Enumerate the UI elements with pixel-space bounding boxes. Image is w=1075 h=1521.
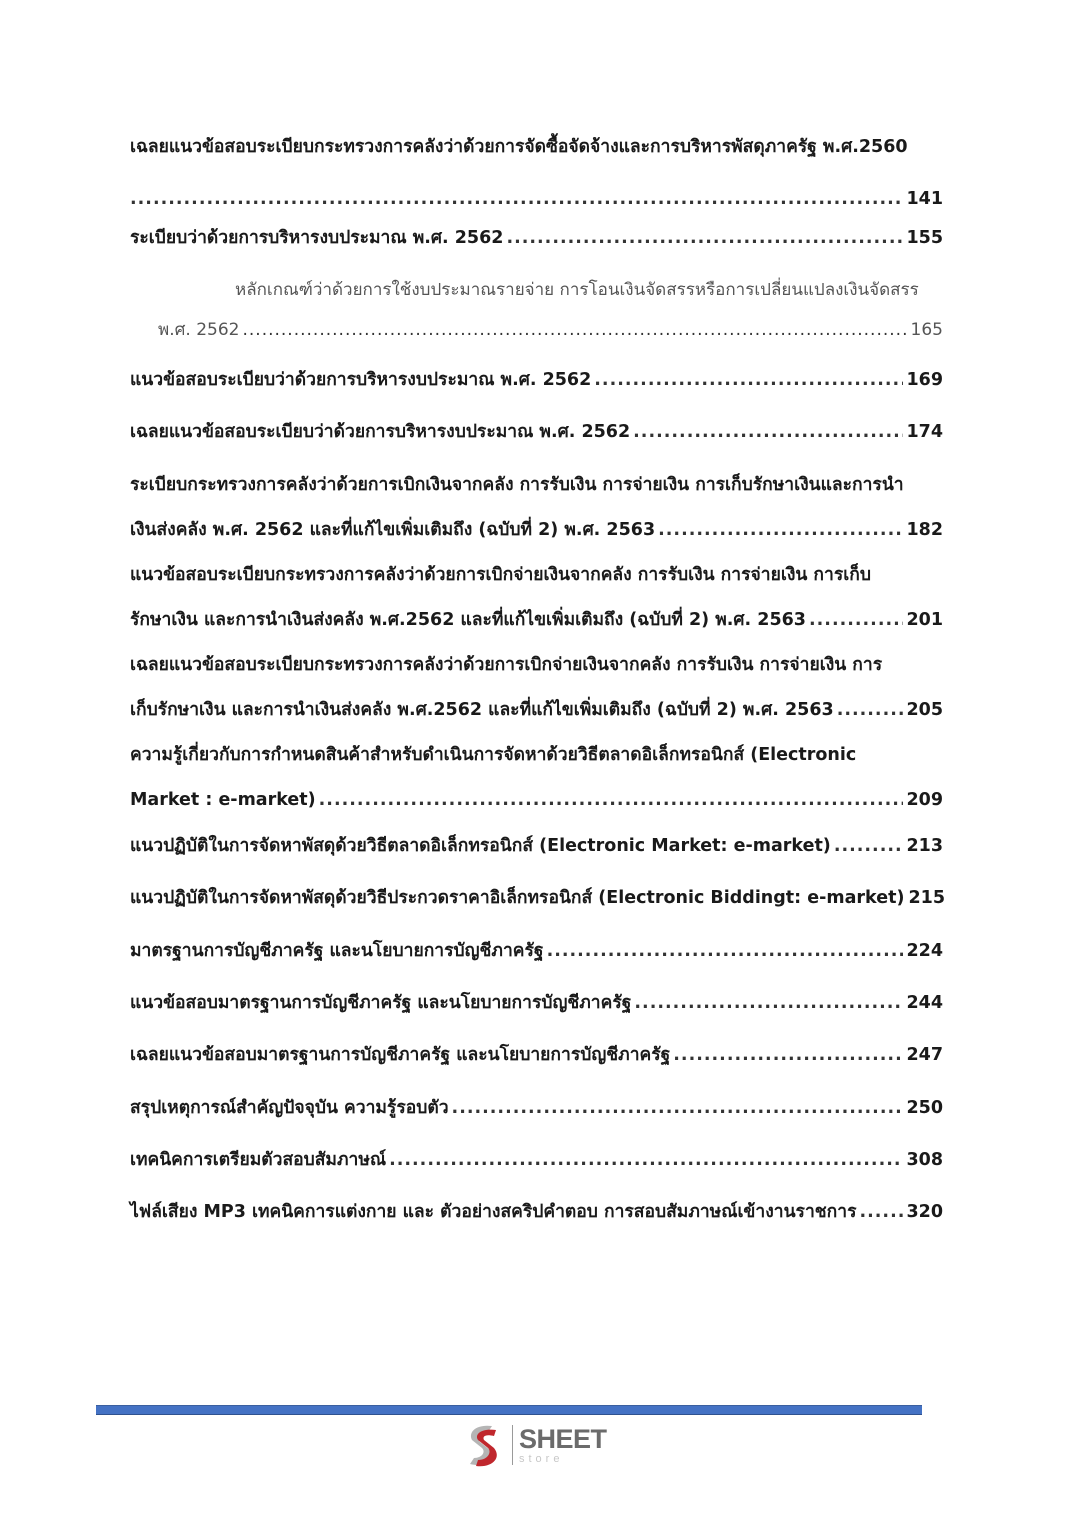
toc-page-number: 224: [906, 941, 943, 961]
dot-leader: [594, 358, 903, 403]
toc-entry[interactable]: [130, 410, 943, 455]
toc-entry-title: สรุปเหตุการณ์สำคัญปัจจุบัน ความรู้รอบตัว: [130, 1098, 449, 1118]
toc-page-number: 247: [906, 1045, 943, 1065]
dot-leader: [242, 308, 907, 353]
logo-sub-text: store: [519, 1452, 564, 1465]
dot-leader: [673, 1033, 903, 1078]
dot-leader: [809, 598, 903, 643]
toc-entry[interactable]: [130, 824, 943, 869]
toc-entry-title-cont: เก็บรักษาเงิน และการนำเงินส่งคลัง พ.ศ.2562 และที่แก้ไขเพิ่มเติมถึง (ฉบับที่ 2) พ.ศ. 2563: [130, 700, 834, 720]
toc-entry-title: ความรู้เกี่ยวกับการกำหนดสินค้าสำหรับดำเนินการจัดหาด้วยวิธีตลาดอิเล็กทรอนิกส์ (Electronic: [130, 745, 857, 765]
toc-page-number: 201: [906, 610, 943, 630]
toc-entry[interactable]: [130, 216, 943, 261]
toc-entry-title: แนวข้อสอบระเบียบว่าด้วยการบริหารงบประมาณ พ.ศ. 2562: [130, 370, 592, 390]
toc-entry-title: แนวข้อสอบมาตรฐานการบัญชีภาครัฐ และนโยบายการบัญชีภาครัฐ: [130, 993, 632, 1013]
toc-entry[interactable]: [130, 463, 943, 553]
toc-entry[interactable]: [130, 981, 943, 1026]
dot-leader: [634, 981, 903, 1026]
toc-page-number: 213: [906, 836, 943, 856]
dot-leader: [506, 216, 903, 261]
sheet-store-logo: [462, 1422, 607, 1468]
toc-entry-title: เทคนิคการเตรียมตัวสอบสัมภาษณ์: [130, 1150, 387, 1170]
toc-entry[interactable]: [130, 643, 943, 733]
dot-leader: [547, 929, 904, 974]
toc-page-number: 205: [906, 700, 943, 720]
toc-page-number: 209: [906, 790, 943, 810]
toc-entry-title: ไฟล์เสียง MP3 เทคนิคการแต่งกาย และ ตัวอย่างสคริปคำตอบ การสอบสัมภาษณ์เข้างานราชการ: [130, 1202, 857, 1222]
dot-leader: [633, 410, 903, 455]
toc-entry-title-cont: รักษาเงิน และการนำเงินส่งคลัง พ.ศ.2562 และที่แก้ไขเพิ่มเติมถึง (ฉบับที่ 2) พ.ศ. 2563: [130, 610, 806, 630]
toc-page-number: 308: [906, 1150, 943, 1170]
dot-leader: [658, 508, 903, 553]
toc-entry-title: มาตรฐานการบัญชีภาครัฐ และนโยบายการบัญชีภาครัฐ: [130, 941, 544, 961]
toc-page-number: 182: [906, 520, 943, 540]
toc-page-number: 244: [906, 993, 943, 1013]
toc-entry[interactable]: [130, 1138, 943, 1183]
toc-entry-title: เฉลยแนวข้อสอบระเบียบกระทรวงการคลังว่าด้วยการเบิกจ่ายเงินจากคลัง การรับเงิน การจ่ายเงิน การ: [130, 655, 883, 675]
dot-leader: [319, 778, 904, 823]
toc-entry-title: เฉลยแนวข้อสอบระเบียบว่าด้วยการบริหารงบประมาณ พ.ศ. 2562: [130, 422, 631, 442]
toc-page-number: 155: [906, 228, 943, 248]
toc-entry[interactable]: [130, 1190, 943, 1235]
logo-separator: [512, 1425, 513, 1465]
toc-entry[interactable]: [130, 929, 943, 974]
toc-page-number: 141: [906, 189, 943, 209]
toc-subentry[interactable]: [130, 268, 943, 353]
toc-entry-title: เฉลยแนวข้อสอบระเบียบกระทรวงการคลังว่าด้วยการจัดซื้อจัดจ้างและการบริหารพัสดุภาครัฐ พ.ศ.2560: [130, 137, 908, 157]
toc-entry[interactable]: [130, 876, 943, 921]
logo-brand-text: SHEET: [519, 1423, 607, 1454]
toc-entry-title: แนวปฏิบัติในการจัดหาพัสดุด้วยวิธีประกวดราคาอิเล็กทรอนิกส์ (Electronic Biddingt: e-market): [130, 888, 905, 908]
toc-entry-title-cont: Market : e-market): [130, 790, 316, 810]
dot-leader: [452, 1086, 904, 1131]
toc-entry[interactable]: [130, 358, 943, 403]
toc-entry-title: แนวปฏิบัติในการจัดหาพัสดุด้วยวิธีตลาดอิเล็กทรอนิกส์ (Electronic Market: e-market): [130, 836, 831, 856]
dot-leader: [837, 688, 904, 733]
toc-page-number: 165: [910, 320, 943, 340]
toc-entry-title-cont: เงินส่งคลัง พ.ศ. 2562 และที่แก้ไขเพิ่มเติมถึง (ฉบับที่ 2) พ.ศ. 2563: [130, 520, 656, 540]
toc-entry[interactable]: [130, 1033, 943, 1078]
toc-entry-title: ระเบียบว่าด้วยการบริหารงบประมาณ พ.ศ. 2562: [130, 228, 504, 248]
toc-entry-title: แนวข้อสอบระเบียบกระทรวงการคลังว่าด้วยการเบิกจ่ายเงินจากคลัง การรับเงิน การจ่ายเงิน การเก็บ: [130, 565, 871, 585]
toc-page-number: 174: [906, 422, 943, 442]
toc-entry-title: ระเบียบกระทรวงการคลังว่าด้วยการเบิกเงินจากคลัง การรับเงิน การจ่ายเงิน การเก็บรักษาเงินและการนำ: [130, 475, 904, 495]
toc-entry[interactable]: [130, 1086, 943, 1131]
toc-entry-title: เฉลยแนวข้อสอบมาตรฐานการบัญชีภาครัฐ และนโยบายการบัญชีภาครัฐ: [130, 1045, 671, 1065]
toc-entry-title: หลักเกณฑ์ว่าด้วยการใช้งบประมาณรายจ่าย การโอนเงินจัดสรรหรือการเปลี่ยนแปลงเงินจัดสรร: [235, 280, 919, 300]
toc-entry[interactable]: [130, 733, 943, 823]
toc-entry[interactable]: [130, 125, 943, 222]
toc-entry[interactable]: [130, 553, 943, 643]
dot-leader: [859, 1190, 903, 1235]
sheet-store-s-logo-icon: [462, 1422, 508, 1468]
toc-page-number: 215: [908, 888, 945, 908]
toc-page-number: 169: [906, 370, 943, 390]
dot-leader: [389, 1138, 903, 1183]
footer-divider-bar: [96, 1405, 922, 1415]
toc-entry-title-cont: พ.ศ. 2562: [158, 320, 240, 340]
dot-leader: [834, 824, 904, 869]
toc-page-number: 320: [906, 1202, 943, 1222]
toc-page-number: 250: [906, 1098, 943, 1118]
